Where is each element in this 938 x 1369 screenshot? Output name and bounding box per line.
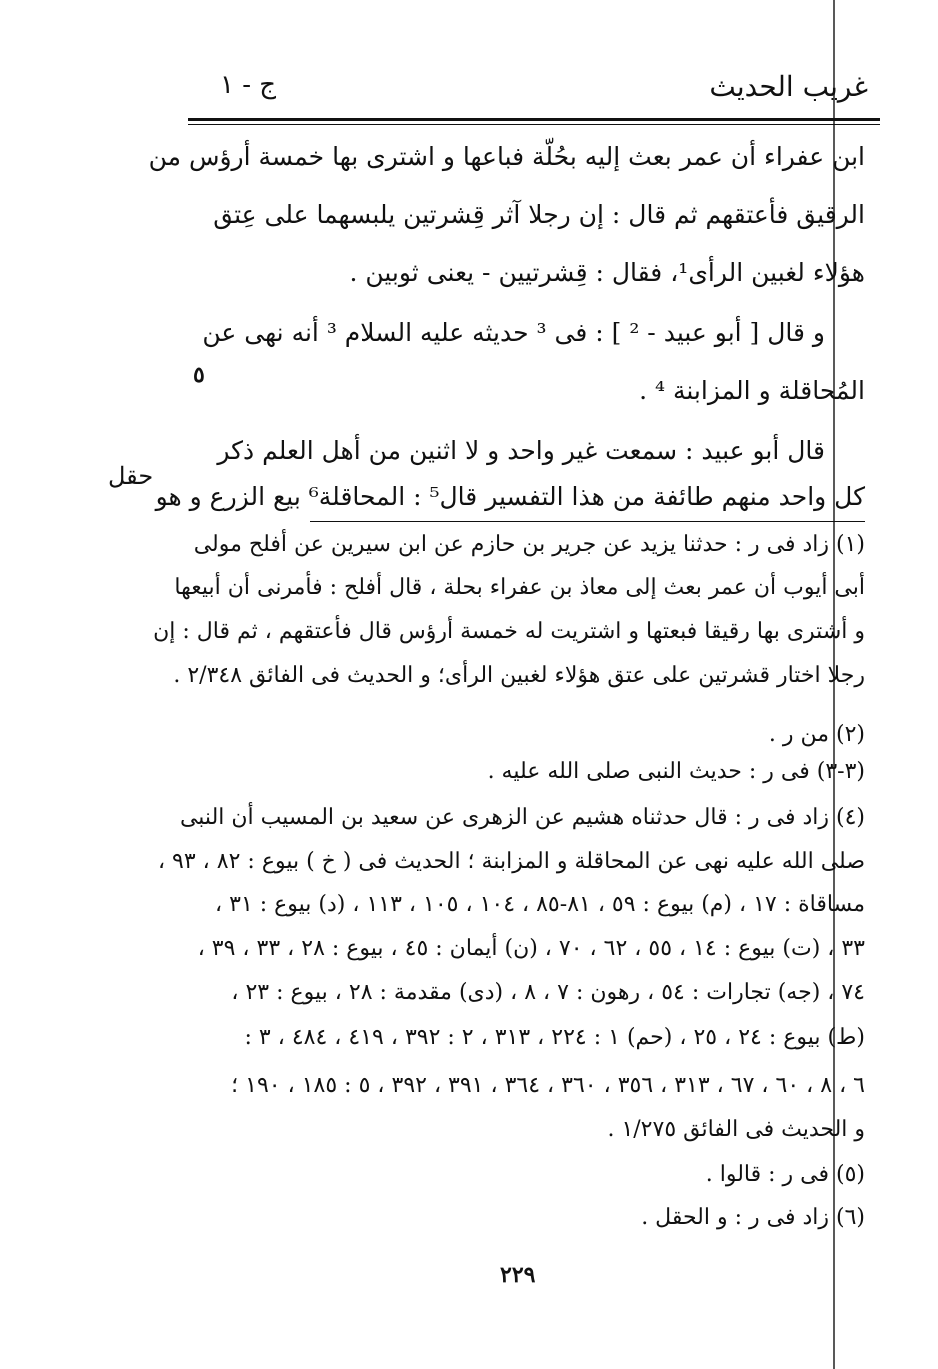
- main-line: المُحاقلة و المزابنة ⁴ .: [639, 376, 865, 405]
- footnote-line: (١) زاد فى ر : حدثنا يزيد عن جرير بن حازم عن ابن سيرين عن أفلح مولى: [193, 532, 865, 557]
- main-line: هؤلاء لغبين الرأى¹، فقال : قِشرتيين - يعنى ثوبين .: [349, 258, 865, 287]
- footnote-line: ٧٤ ، (جه) تجارات : ٥٤ ، رهون : ٧ ، ٨ ، (دى) مقدمة : ٢٨ ، بيوع : ٢٣ ،: [231, 980, 865, 1005]
- footnotes: [153, 532, 865, 1252]
- page-number: ٢٢٩: [500, 1262, 536, 1288]
- main-line: كل واحد منهم طائفة من هذا التفسير قال⁵ : المحاقلة⁶ بيع الزرع و هو: [155, 482, 865, 511]
- footnote-line: أبى أيوب أن عمر بعث إلى معاذ بن عفراء بحلة ، قال أفلح : فأمرنى أن أبيعها: [174, 575, 865, 600]
- main-line: و قال [ أبو عبيد - ² ] : فى ³ حديثه عليه السلام ³ أنه نهى عن: [202, 318, 825, 347]
- footnote-line: مساقاة : ١٧ ، (م) بيوع : ٥٩ ، ٨١-٨٥ ، ١٠٤ ، ١٠٥ ، ١١٣ ، (د) بيوع : ٣١ ،: [215, 892, 865, 917]
- margin-keyword: حقل: [108, 462, 154, 490]
- running-header: [190, 62, 880, 112]
- footnote-line: و الحديث فى الفائق ١/٢٧٥ .: [607, 1117, 865, 1142]
- footnote-line: (٤) زاد فى ر : قال حدثناه هشيم عن الزهرى عن سعيد بن المسيب أن النبى: [179, 805, 865, 830]
- main-text: [148, 128, 865, 528]
- main-line: قال أبو عبيد : سمعت غير واحد و لا اثنين من أهل العلم ذكر: [217, 436, 825, 465]
- footnote-line: رجلا اختار قشرتين على عتق هؤلاء لغبين الرأى؛ و الحديث فى الفائق ٢/٣٤٨ .: [173, 663, 865, 688]
- main-line: ابن عفراء أن عمر بعث إليه بحُلّة فباعها و اشترى بها خمسة أرؤس من: [148, 142, 865, 171]
- footnote-line: (٣-٣) فى ر : حديث النبى صلى الله عليه .: [487, 759, 865, 784]
- footnote-line: و أشترى بها رقيقا فبعتها و اشتريت له خمسة أرؤس قال فأعتقهم ، ثم قال : إن: [153, 619, 865, 644]
- footnote-line: (٦) زاد فى ر : و الحقل .: [641, 1205, 865, 1230]
- header-rule-thin: [188, 124, 880, 125]
- header-rule: [188, 118, 880, 121]
- main-line: الرقيق فأعتقهم ثم قال : إن رجلا آثر قِشرتين يلبسهما على عِتق: [213, 200, 865, 229]
- footnote-line: (٢) من ر .: [768, 722, 865, 747]
- footnote-line: صلى الله عليه نهى عن المحاقلة و المزابنة ؛ الحديث فى ( خ ) بيوع : ٨٢ ، ٩٣ ،: [157, 849, 865, 874]
- footnote-separator: [310, 521, 865, 522]
- footnote-line: ٣٣ ، (ت) بيوع : ١٤ ، ٥٥ ، ٦٢ ، ٧٠ ، (ن) أيمان : ٤٥ ، بيوع : ٢٨ ، ٣٣ ، ٣٩ ،: [197, 936, 865, 961]
- book-title: غريب الحديث: [709, 70, 868, 103]
- line-number-marker: ٥: [193, 362, 205, 388]
- footnote-line: (٥) فى ر : قالوا .: [705, 1162, 865, 1187]
- footnote-line: ٦ ، ٨ ، ٦٠ ، ٦٧ ، ٣١٣ ، ٣٥٦ ، ٣٦٠ ، ٣٦٤ ، ٣٩١ ، ٣٩٢ ، ٥ : ١٨٥ ، ١٩٠ ؛: [231, 1073, 865, 1098]
- volume-label: ج - ١: [220, 70, 277, 100]
- footnote-line: (ط) بيوع : ٢٤ ، ٢٥ ، (حم) ١ : ٢٢٤ ، ٣١٣ ، ٢ : ٣٩٢ ، ٤١٩ ، ٤٨٤ ، ٣ :: [244, 1025, 865, 1050]
